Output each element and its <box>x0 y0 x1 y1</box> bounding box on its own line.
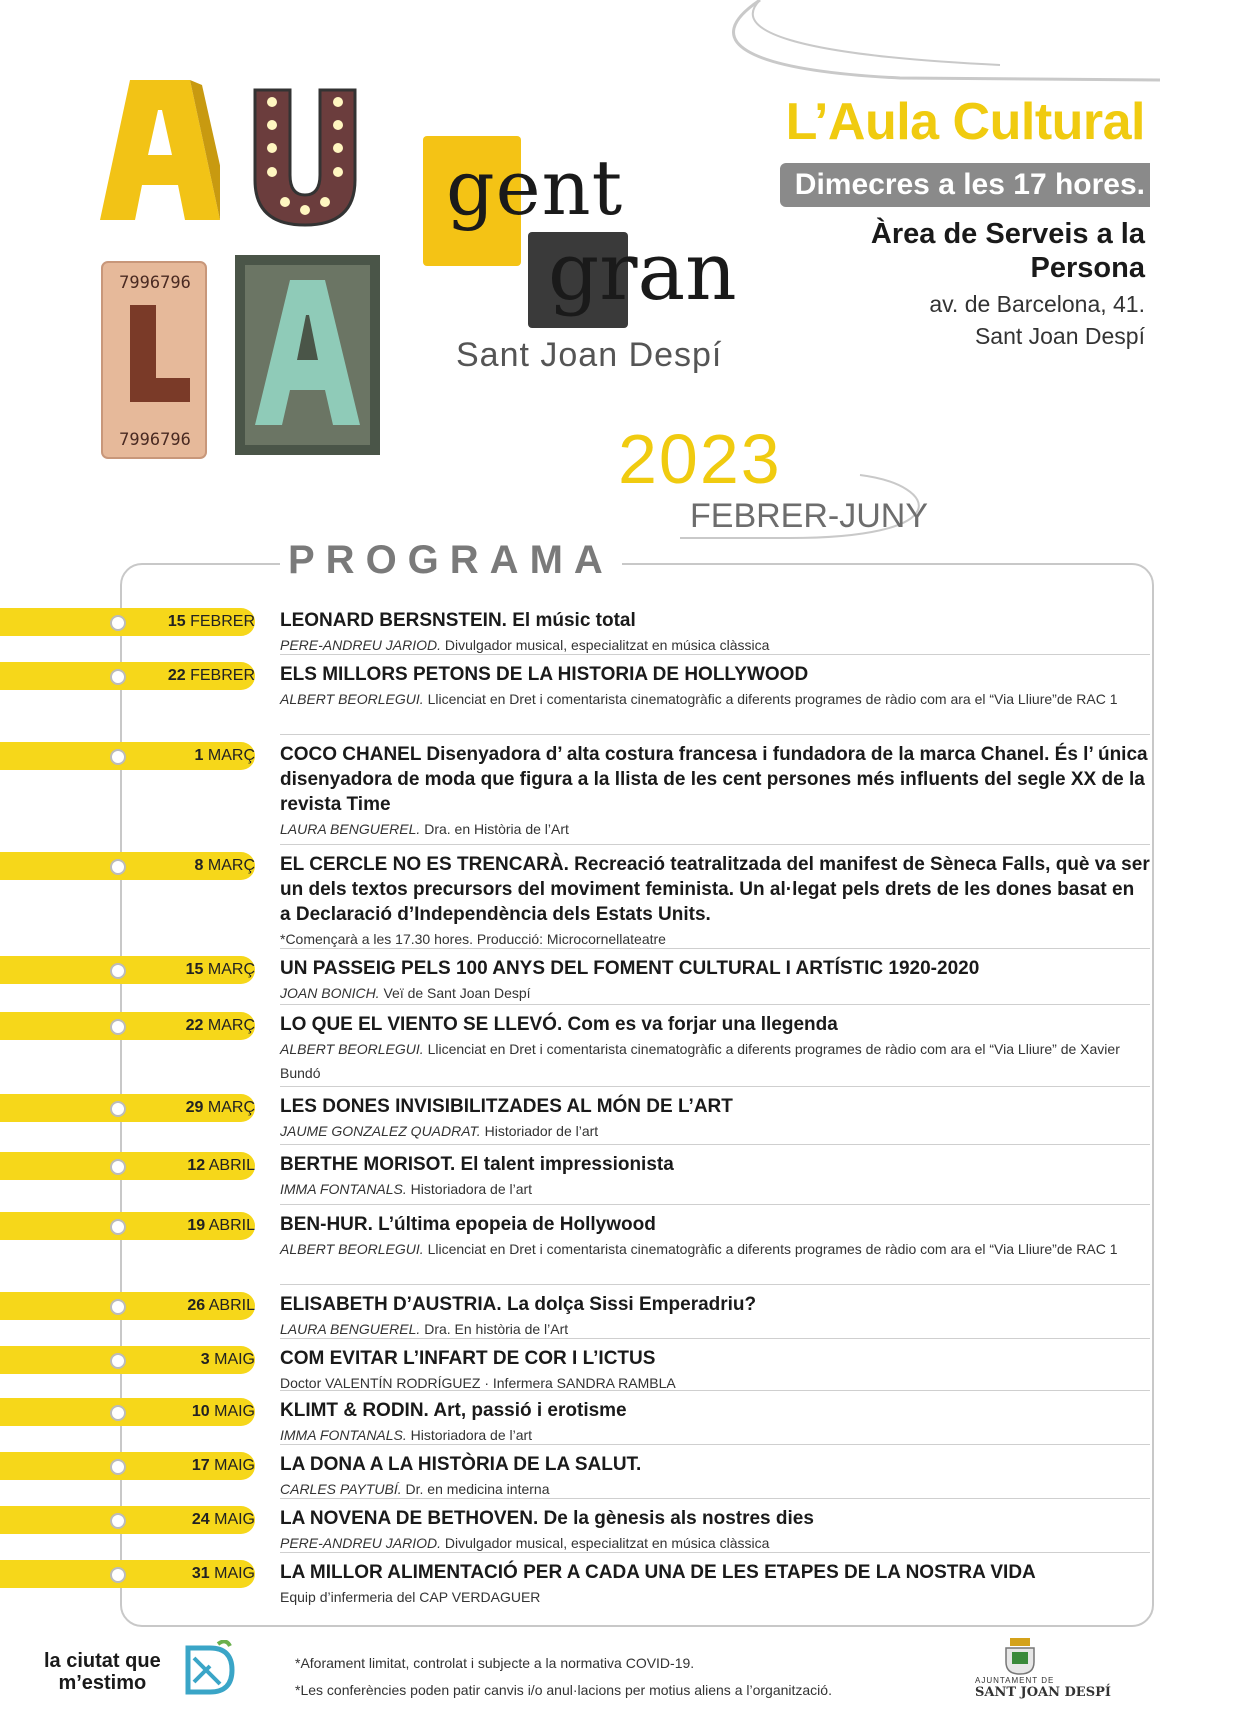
event-day: 31 <box>191 1565 210 1582</box>
event-date <box>0 1565 255 1583</box>
event-date <box>0 747 255 765</box>
event-speaker: JAUME GONZALEZ QUADRAT. <box>280 1123 481 1139</box>
campaign-logo <box>44 1650 161 1694</box>
event-title: LEONARD BERSNSTEIN. El músic total <box>280 610 636 631</box>
row-separator <box>280 734 1150 735</box>
event-date <box>0 613 255 631</box>
event-description: Historiadora de l’art <box>406 1427 533 1443</box>
row-separator <box>280 1086 1150 1087</box>
event-speaker-line <box>280 1237 1150 1261</box>
event-speaker-line <box>280 1119 1150 1143</box>
event-speaker-line <box>280 687 1150 711</box>
event-speaker-line <box>280 817 1150 841</box>
event-speaker-line <box>280 1177 1150 1201</box>
row-separator <box>280 1444 1150 1445</box>
event-month: MAIG <box>214 1351 255 1368</box>
event-title: COCO CHANEL Disenyadora d’ alta costura francesa i fundadora de la marca Chanel. És l’ única disenyadora de moda que figura a la llista de les cent persones més influents del segle XX de la revista Time <box>280 744 1148 815</box>
event-day: 22 <box>185 1017 204 1034</box>
letter-u-marquee-image <box>245 80 365 230</box>
address-line1: av. de Barcelona, 41. <box>929 291 1145 317</box>
event-month: MARÇ <box>207 961 255 978</box>
event-date <box>0 1351 255 1369</box>
event-description: Dra. En història de l’Art <box>420 1321 569 1337</box>
event-description: Equip d’infermeria del CAP VERDAGUER <box>280 1589 541 1605</box>
event-speaker: LAURA BENGUEREL. <box>280 821 421 837</box>
logo-city: Sant Joan Despí <box>456 336 723 374</box>
event-day: 17 <box>191 1457 210 1474</box>
footer-note-1: *Aforament limitat, controlat i subjecte a la normativa COVID-19. <box>295 1655 695 1671</box>
event-title: LA MILLOR ALIMENTACIÓ PER A CADA UNA DE LES ETAPES DE LA NOSTRA VIDA <box>280 1562 1036 1583</box>
event-description: Doctor VALENTÍN RODRÍGUEZ · Infermera SANDRA RAMBLA <box>280 1375 676 1391</box>
event-title: LA NOVENA DE BETHOVEN. De la gènesis als nostres dies <box>280 1508 814 1529</box>
event-description: Historiador de l’art <box>480 1123 599 1139</box>
event-speaker-line <box>280 981 1150 1005</box>
event-description: Llicenciat en Dret i comentarista cinematogràfic a diferents programes de ràdio com ara el “Via Lliure”de RAC 1 <box>423 691 1118 707</box>
row-separator <box>280 1144 1150 1145</box>
event-speaker: PERE-ANDREU JARIOD. <box>280 1535 442 1551</box>
campaign-logo-icon <box>180 1640 240 1700</box>
schedule-text: Dimecres a les 17 hores. <box>794 168 1145 201</box>
event-speaker: ALBERT BEORLEGUI. <box>280 691 424 707</box>
event-month: MAIG <box>214 1403 255 1420</box>
event-month: MARÇ <box>207 1017 255 1034</box>
event-title: EL CERCLE NO ES TRENCARÀ. Recreació teatralitzada del manifest de Sèneca Falls, què va ser un dels textos precursors del moviment feminista. Un al·legat pels drets de les dones basat en a Declaració d’Independència dels Estats Units. <box>280 854 1150 925</box>
event-speaker-line <box>280 1585 1150 1609</box>
ticket-number-bottom: 7996796 <box>119 430 191 450</box>
council-name-small: AJUNTAMENT DE <box>975 1676 1055 1685</box>
venue-line1: Àrea de Serveis a la <box>870 218 1145 250</box>
venue-line2: Persona <box>1030 252 1145 284</box>
row-separator <box>280 1498 1150 1499</box>
campaign-line1: la ciutat que <box>44 1650 161 1672</box>
event-date <box>0 1511 255 1529</box>
row-separator <box>280 654 1150 655</box>
event-month: FEBRER <box>190 667 255 684</box>
event-description: Dr. en medicina interna <box>401 1481 550 1497</box>
event-month: MAIG <box>214 1511 255 1528</box>
event-speaker: JOAN BONICH. <box>280 985 380 1001</box>
page-title: L’Aula Cultural <box>785 93 1145 151</box>
event-month: FEBRER <box>190 613 255 630</box>
event-speaker: LAURA BENGUEREL. <box>280 1321 421 1337</box>
year: 2023 <box>618 420 782 498</box>
event-month: MARÇ <box>207 747 255 764</box>
event-day: 1 <box>194 747 204 764</box>
event-speaker-line <box>280 1037 1150 1085</box>
event-date <box>0 1017 255 1035</box>
event-day: 26 <box>187 1297 206 1314</box>
event-title: BEN-HUR. L’última epopeia de Hollywood <box>280 1214 656 1235</box>
event-date <box>0 1297 255 1315</box>
row-separator <box>280 1390 1150 1391</box>
event-day: 15 <box>185 961 204 978</box>
event-day: 10 <box>191 1403 210 1420</box>
row-separator <box>280 844 1150 845</box>
ticket-number-top: 7996796 <box>119 273 191 293</box>
event-speaker: IMMA FONTANALS. <box>280 1181 407 1197</box>
event-day: 15 <box>167 613 186 630</box>
event-day: 29 <box>185 1099 204 1116</box>
letter-a-knitted-image <box>235 255 380 455</box>
event-day: 3 <box>200 1351 210 1368</box>
event-title: UN PASSEIG PELS 100 ANYS DEL FOMENT CULTURAL I ARTÍSTIC 1920-2020 <box>280 958 980 979</box>
period: FEBRER-JUNY <box>690 497 929 535</box>
event-speaker-line <box>280 1371 1150 1395</box>
row-separator <box>280 948 1150 949</box>
event-month: ABRIL <box>208 1217 255 1234</box>
event-date <box>0 1457 255 1475</box>
event-speaker: CARLES PAYTUBÍ. <box>280 1481 402 1497</box>
event-date <box>0 857 255 875</box>
event-day: 19 <box>187 1217 206 1234</box>
event-title: ELS MILLORS PETONS DE LA HISTORIA DE HOLLYWOOD <box>280 664 809 685</box>
event-speaker: IMMA FONTANALS. <box>280 1427 407 1443</box>
footer-notes <box>295 1650 832 1704</box>
event-date <box>0 667 255 685</box>
event-description: Llicenciat en Dret i comentarista cinematogràfic a diferents programes de ràdio com ara el “Via Lliure” de Xavier Bundó <box>280 1041 1120 1081</box>
campaign-line2: m’estimo <box>58 1672 147 1694</box>
event-date <box>0 1217 255 1235</box>
logo-gent-word: gent <box>446 143 624 232</box>
council-name: SANT JOAN DESPÍ <box>975 1685 1111 1700</box>
event-month: ABRIL <box>208 1157 255 1174</box>
event-date <box>0 1099 255 1117</box>
row-separator <box>280 1552 1150 1553</box>
event-speaker: PERE-ANDREU JARIOD. <box>280 637 442 653</box>
event-month: MARÇ <box>207 857 255 874</box>
event-date <box>0 1403 255 1421</box>
letter-a-3d-image <box>100 80 220 220</box>
event-month: MARÇ <box>207 1099 255 1116</box>
address-line2: Sant Joan Despí <box>974 323 1145 349</box>
event-title: ELISABETH D’AUSTRIA. La dolça Sissi Emperadriu? <box>280 1294 757 1315</box>
event-month: MAIG <box>214 1457 255 1474</box>
event-day: 12 <box>187 1157 206 1174</box>
row-separator <box>280 1284 1150 1285</box>
logo-gran-word: gran <box>548 225 737 318</box>
council-shield-icon <box>1000 1636 1040 1676</box>
event-description: Divulgador musical, especialitzat en música clàssica <box>441 637 770 653</box>
event-day: 8 <box>194 857 204 874</box>
row-separator <box>280 1004 1150 1005</box>
event-description: *Començarà a les 17.30 hores. Producció: Microcornellateatre <box>280 931 666 947</box>
event-title: COM EVITAR L’INFART DE COR I L’ICTUS <box>280 1348 656 1369</box>
event-month: MAIG <box>214 1565 255 1582</box>
event-title: BERTHE MORISOT. El talent impressionista <box>280 1154 674 1175</box>
row-separator <box>280 1338 1150 1339</box>
event-description: Veï de Sant Joan Despí <box>379 985 531 1001</box>
event-speaker: ALBERT BEORLEGUI. <box>280 1041 424 1057</box>
event-day: 24 <box>191 1511 210 1528</box>
event-speaker: ALBERT BEORLEGUI. <box>280 1241 424 1257</box>
event-date <box>0 1157 255 1175</box>
letter-l-ticket-image <box>100 260 210 460</box>
event-description: Llicenciat en Dret i comentarista cinematogràfic a diferents programes de ràdio com ara el “Via Lliure”de RAC 1 <box>423 1241 1118 1257</box>
event-description: Dra. en Història de l’Art <box>420 821 569 837</box>
event-title: LO QUE EL VIENTO SE LLEVÓ. Com es va forjar una llegenda <box>280 1014 838 1035</box>
event-description: Divulgador musical, especialitzat en música clàssica <box>441 1535 770 1551</box>
event-title: LES DONES INVISIBILITZADES AL MÓN DE L’ART <box>280 1096 733 1117</box>
event-month: ABRIL <box>208 1297 255 1314</box>
event-date <box>0 961 255 979</box>
event-description: Historiadora de l’art <box>406 1181 533 1197</box>
section-title: PROGRAMA <box>280 538 622 583</box>
footer-note-2: *Les conferències poden patir canvis i/o anul·lacions per motius aliens a l’organització. <box>295 1682 832 1698</box>
event-title: KLIMT & RODIN. Art, passió i erotisme <box>280 1400 627 1421</box>
event-title: LA DONA A LA HISTÒRIA DE LA SALUT. <box>280 1454 642 1475</box>
row-separator <box>280 1204 1150 1205</box>
event-day: 22 <box>167 667 186 684</box>
